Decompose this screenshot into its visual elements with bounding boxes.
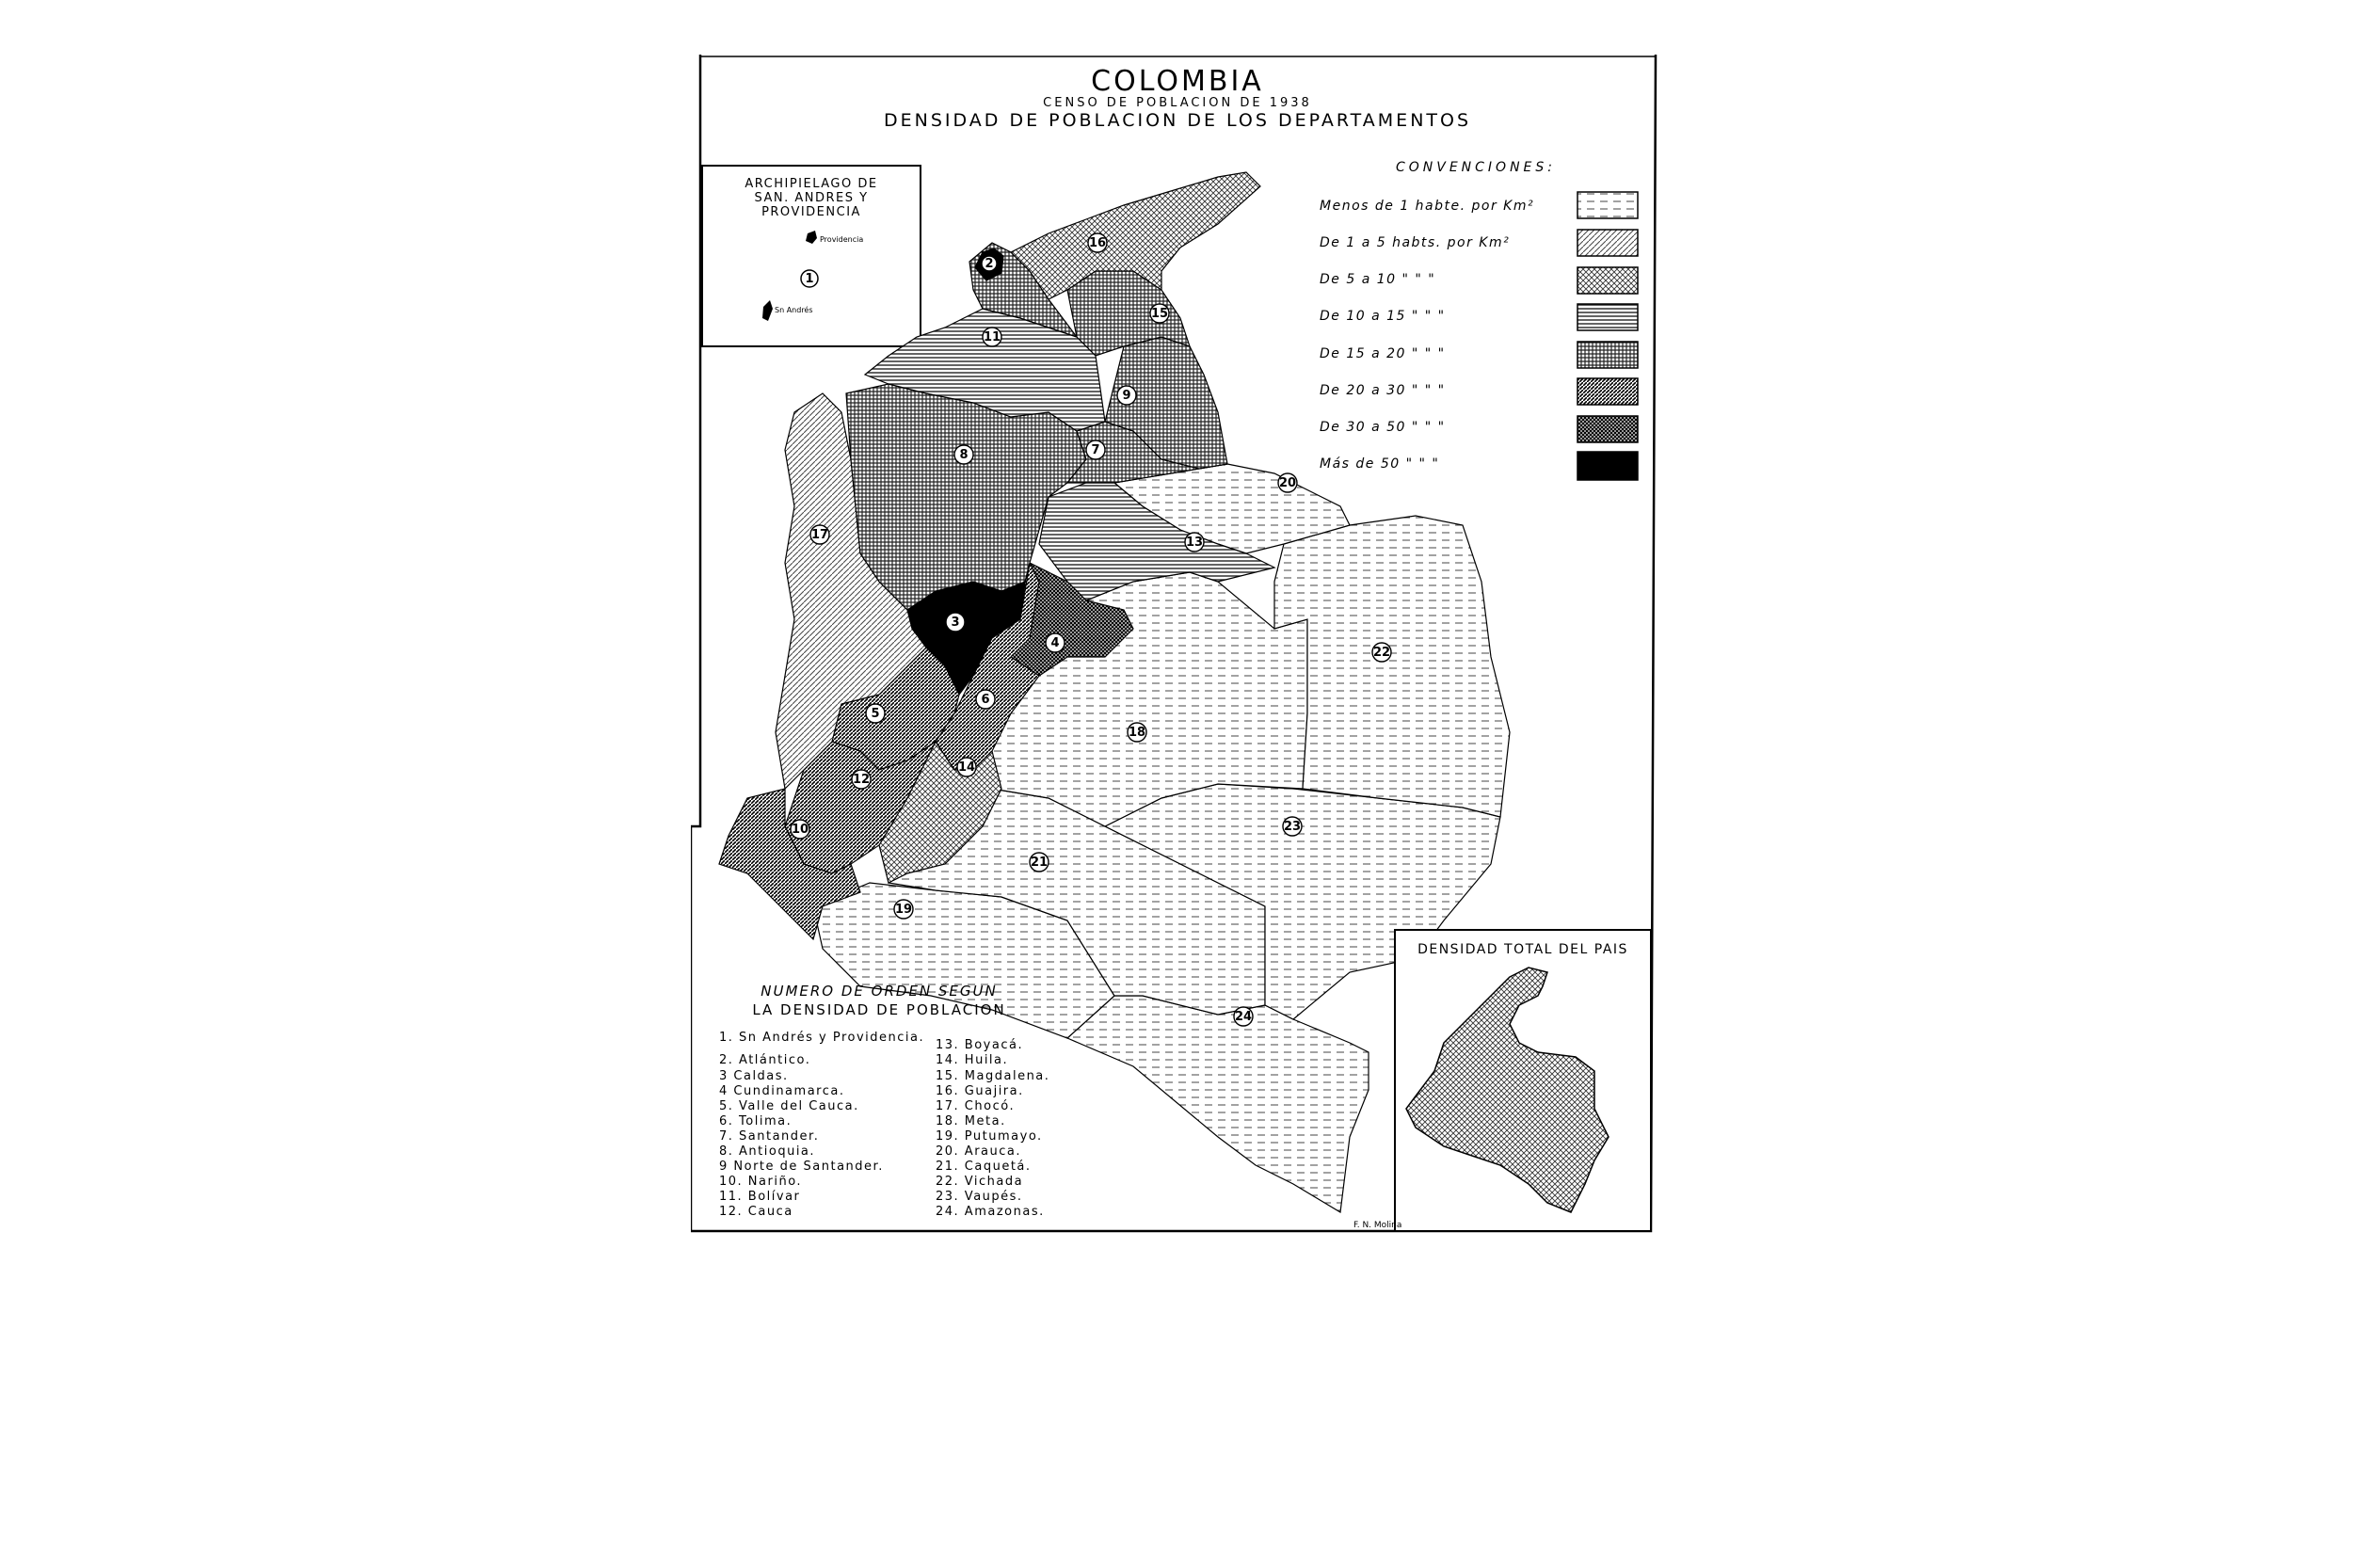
legend-swatch-2 xyxy=(1577,230,1638,256)
marker-atlantico: 2 xyxy=(985,257,994,271)
legend-row-8 xyxy=(1320,452,1638,480)
inset-islands-title-2: SAN. ANDRES Y xyxy=(754,191,869,205)
marker-boyaca: 13 xyxy=(1185,536,1204,550)
legend-row-7 xyxy=(1320,416,1638,442)
inset-islands-title-1: ARCHIPIELAGO DE xyxy=(745,177,878,191)
legend-row-2 xyxy=(1320,230,1638,256)
marker-vichada: 22 xyxy=(1372,646,1391,660)
order-item-4: 4 Cundinamarca. xyxy=(719,1084,845,1098)
inset-total-title: DENSIDAD TOTAL DEL PAIS xyxy=(1417,942,1628,957)
marker-caqueta: 21 xyxy=(1030,856,1049,870)
marker-guajira: 16 xyxy=(1088,236,1107,250)
order-list-right xyxy=(936,1038,1049,1219)
marker-caldas: 3 xyxy=(951,616,960,630)
conventions-title: CONVENCIONES: xyxy=(1395,160,1557,175)
department-amazonas xyxy=(1067,996,1369,1212)
legend-label-8: Más de 50 " " " xyxy=(1320,456,1440,472)
marker-norte-de-santander: 9 xyxy=(1122,389,1131,403)
order-item-18: 18. Meta. xyxy=(936,1114,1006,1128)
marker-bolivar: 11 xyxy=(983,330,1001,344)
marker-amazonas: 24 xyxy=(1234,1010,1253,1024)
order-item-7: 7. Santander. xyxy=(719,1129,820,1144)
legend-swatch-3 xyxy=(1577,267,1638,294)
island-san-andres-label: Sn Andrés xyxy=(775,306,813,314)
legend-row-5 xyxy=(1320,342,1638,368)
marker-santander: 7 xyxy=(1091,443,1100,457)
title-main: COLOMBIA xyxy=(1091,65,1264,98)
marker-meta: 18 xyxy=(1128,726,1146,740)
legend-label-5: De 15 a 20 " " " xyxy=(1320,346,1446,361)
order-item-24: 24. Amazonas. xyxy=(936,1205,1045,1219)
order-item-10: 10. Nariño. xyxy=(719,1175,803,1189)
marker-choco: 17 xyxy=(810,528,829,542)
order-item-9: 9 Norte de Santander. xyxy=(719,1160,884,1174)
order-item-13: 13. Boyacá. xyxy=(936,1038,1024,1052)
legend-swatch-6 xyxy=(1577,378,1638,405)
marker-huila: 14 xyxy=(957,760,976,775)
order-item-1: 1. Sn Andrés y Providencia. xyxy=(719,1031,925,1045)
legend-row-6 xyxy=(1320,378,1638,405)
title-census: CENSO DE POBLACION DE 1938 xyxy=(1043,96,1312,110)
order-item-15: 15. Magdalena. xyxy=(936,1069,1050,1083)
marker-cauca: 12 xyxy=(852,773,871,787)
department-vichada xyxy=(1274,516,1510,817)
marker-magdalena: 15 xyxy=(1150,307,1169,321)
order-item-6: 6. Tolima. xyxy=(719,1114,793,1128)
order-item-16: 16. Guajira. xyxy=(936,1084,1024,1098)
legend-swatch-5 xyxy=(1577,342,1638,368)
marker-cundinamarca: 4 xyxy=(1050,636,1060,650)
order-item-8: 8. Antioquia. xyxy=(719,1144,816,1159)
legend-label-4: De 10 a 15 " " " xyxy=(1320,309,1446,324)
legend-swatch-7 xyxy=(1577,416,1638,442)
legend-swatch-4 xyxy=(1577,304,1638,330)
map-sheet xyxy=(691,55,1673,1235)
legend-label-6: De 20 a 30 " " " xyxy=(1320,383,1446,398)
legend-row-4 xyxy=(1320,304,1638,330)
marker-tolima: 6 xyxy=(981,693,990,707)
legend-label-2: De 1 a 5 habts. por Km² xyxy=(1320,235,1511,250)
marker-narino: 10 xyxy=(791,823,809,837)
inset-islands-title-3: PROVIDENCIA xyxy=(761,205,861,219)
map-canvas xyxy=(691,55,1673,1235)
order-list-title-2: LA DENSIDAD DE POBLACION xyxy=(752,1001,1006,1018)
legend-row-3 xyxy=(1320,267,1638,294)
legend-label-1: Menos de 1 habte. por Km² xyxy=(1320,199,1535,214)
marker-putumayo: 19 xyxy=(894,903,913,917)
order-list-title-1: NUMERO DE ORDEN SEGUN xyxy=(761,983,998,1000)
order-item-3: 3 Caldas. xyxy=(719,1069,789,1083)
title-subtitle: DENSIDAD DE POBLACION DE LOS DEPARTAMENTOS xyxy=(883,110,1472,131)
island-order-number: 1 xyxy=(805,272,814,286)
order-item-2: 2. Atlántico. xyxy=(719,1053,811,1067)
legend-swatch-8 xyxy=(1577,452,1638,480)
order-item-23: 23. Vaupés. xyxy=(936,1190,1023,1204)
order-list xyxy=(719,983,1049,1219)
legend-row-1 xyxy=(1320,192,1638,218)
order-item-5: 5. Valle del Cauca. xyxy=(719,1099,859,1113)
marker-arauca: 20 xyxy=(1278,476,1297,490)
inset-total-density xyxy=(1395,930,1651,1231)
marker-valle-del-cauca: 5 xyxy=(871,707,880,721)
order-item-22: 22. Vichada xyxy=(936,1175,1024,1189)
order-item-20: 20. Arauca. xyxy=(936,1144,1021,1159)
order-item-19: 19. Putumayo. xyxy=(936,1129,1043,1144)
legend-label-7: De 30 a 50 " " " xyxy=(1320,420,1446,435)
island-providencia-label: Providencia xyxy=(820,235,864,244)
order-item-12: 12. Cauca xyxy=(719,1205,793,1219)
order-list-left xyxy=(719,1031,924,1219)
marker-antioquia: 8 xyxy=(959,448,969,462)
order-item-11: 11. Bolívar xyxy=(719,1190,801,1204)
order-item-21: 21. Caquetá. xyxy=(936,1160,1032,1174)
order-item-17: 17. Chocó. xyxy=(936,1099,1016,1113)
conventions-legend xyxy=(1320,160,1638,480)
map-credit: F. N. Molina xyxy=(1353,1221,1402,1230)
legend-swatch-1 xyxy=(1577,192,1638,218)
order-item-14: 14. Huila. xyxy=(936,1053,1009,1067)
marker-vaupes: 23 xyxy=(1283,820,1302,834)
legend-label-3: De 5 a 10 " " " xyxy=(1320,272,1436,287)
